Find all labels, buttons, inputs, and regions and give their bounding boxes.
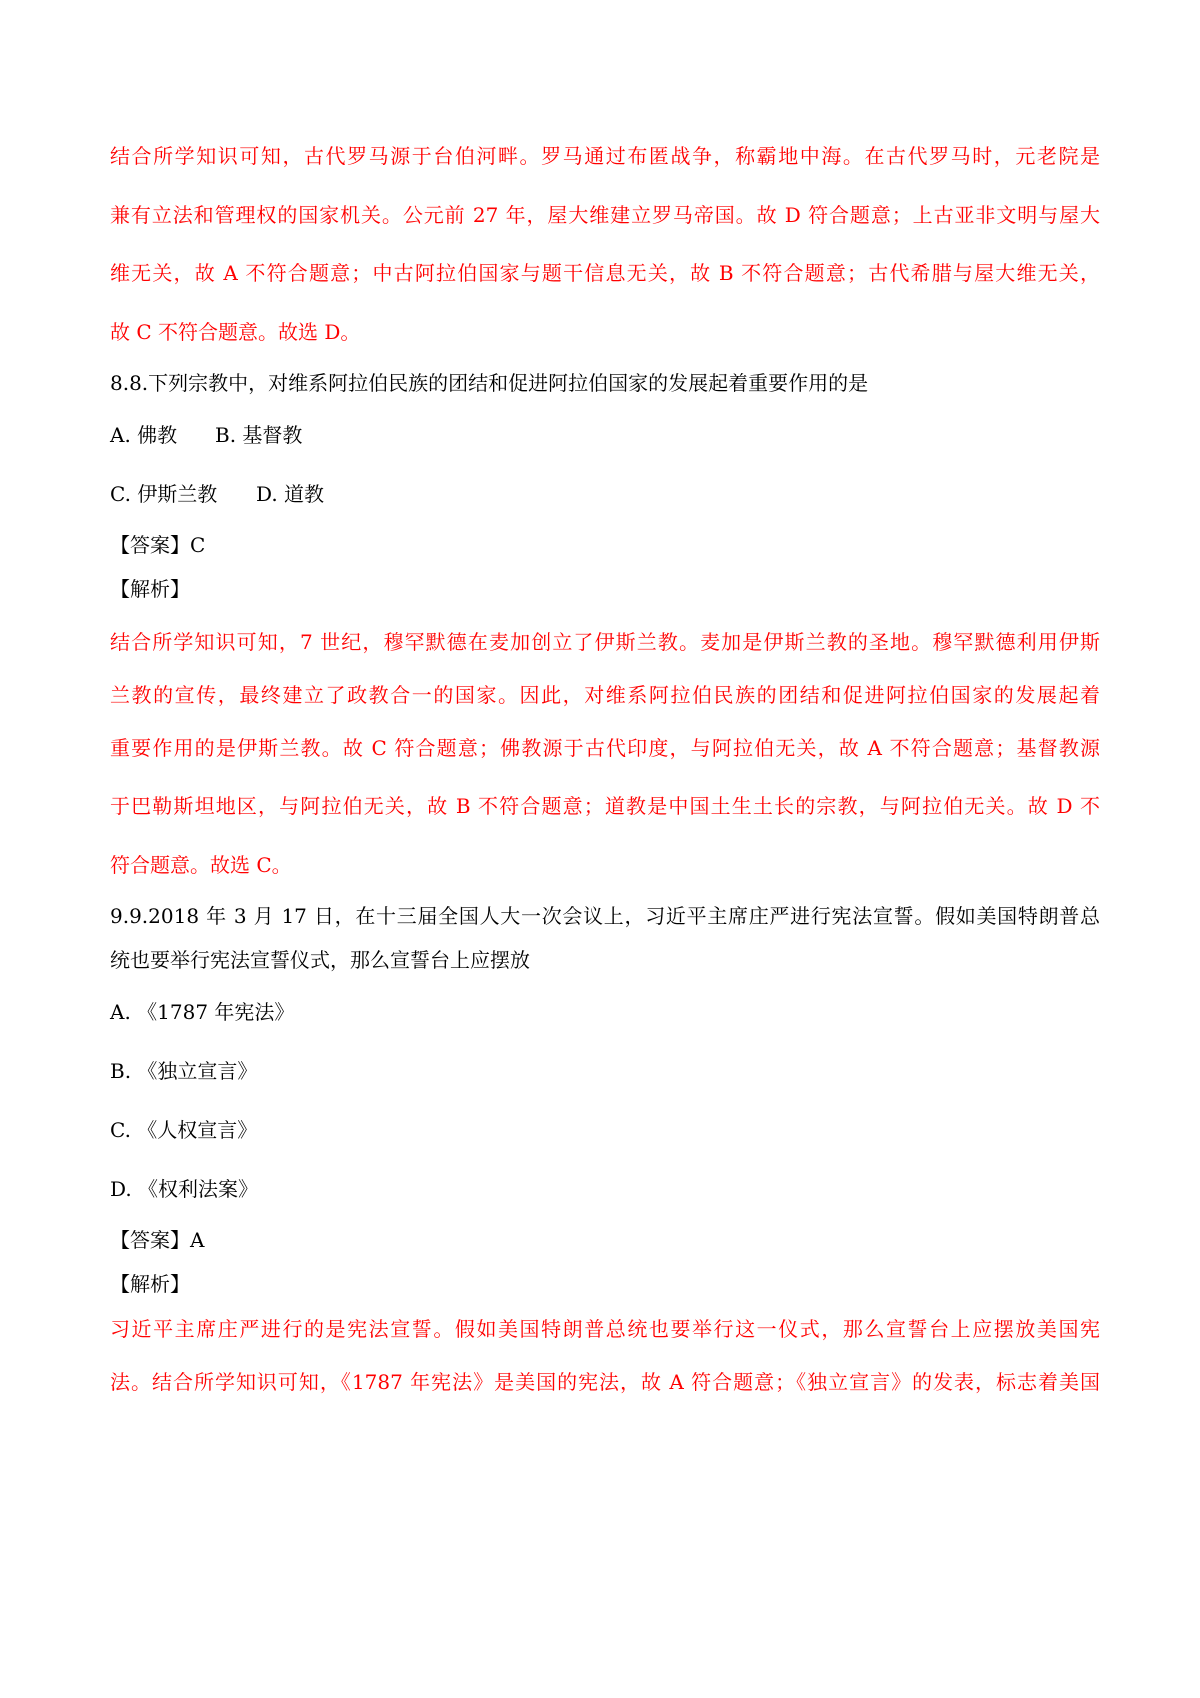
q9-option-c: C. 《人权宣言》 (110, 1118, 258, 1142)
q9-option-a: A. 《1787 年宪法》 (110, 1000, 295, 1024)
q9-question-line: 9.9.2018 年 3 月 17 日，在十三届全国人大一次会议上，习近平主席庄严进行宪法宣誓。假如美国特朗普总 (110, 904, 1100, 928)
q9-answer: 【答案】A (110, 1228, 205, 1252)
q7-analysis-line: 故 C 不符合题意。故选 D。 (110, 320, 361, 344)
q7-analysis-line: 兼有立法和管理权的国家机关。公元前 27 年，屋大维建立罗马帝国。故 D 符合题意；上古亚非文明与屋大 (110, 203, 1100, 227)
q8-analysis-line: 于巴勒斯坦地区，与阿拉伯无关，故 B 不符合题意；道教是中国土生土长的宗教，与阿拉伯无关。故 D 不 (110, 794, 1100, 818)
q9-option-d: D. 《权利法案》 (110, 1177, 259, 1201)
q9-question-line: 统也要举行宪法宣誓仪式，那么宣誓台上应摆放 (110, 948, 530, 972)
q7-analysis-line: 结合所学知识可知，古代罗马源于台伯河畔。罗马通过布匿战争，称霸地中海。在古代罗马时，元老院是 (110, 144, 1100, 168)
q9-analysis-label: 【解析】 (110, 1272, 190, 1296)
q8-option-d: D. 道教 (256, 482, 325, 506)
q8-options-row-2 (110, 480, 1100, 508)
q8-analysis-line: 兰教的宣传，最终建立了政教合一的国家。因此，对维系阿拉伯民族的团结和促进阿拉伯国家的发展起着 (110, 683, 1100, 707)
q8-analysis-label: 【解析】 (110, 577, 190, 601)
q8-analysis-line: 符合题意。故选 C。 (110, 853, 292, 877)
q9-option-b: B. 《独立宣言》 (110, 1059, 258, 1083)
q8-option-a: A. 佛教 (110, 423, 178, 447)
q9-analysis-line: 法。结合所学知识可知，《1787 年宪法》是美国的宪法，故 A 符合题意；《独立宣言》的发表，标志着美国 (110, 1370, 1100, 1394)
q8-option-b: B. 基督教 (215, 423, 303, 447)
q8-analysis-line: 重要作用的是伊斯兰教。故 C 符合题意；佛教源于古代印度，与阿拉伯无关，故 A 不符合题意；基督教源 (110, 736, 1100, 760)
q8-option-c: C. 伊斯兰教 (110, 482, 218, 506)
q7-analysis-line: 维无关，故 A 不符合题意；中古阿拉伯国家与题干信息无关，故 B 不符合题意；古代希腊与屋大维无关， (110, 261, 1100, 285)
q8-question: 8.8.下列宗教中，对维系阿拉伯民族的团结和促进阿拉伯国家的发展起着重要作用的是 (110, 371, 869, 395)
q8-answer: 【答案】C (110, 533, 206, 557)
q9-analysis-line: 习近平主席庄严进行的是宪法宣誓。假如美国特朗普总统也要举行这一仪式，那么宣誓台上应摆放美国宪 (110, 1317, 1100, 1341)
q8-analysis-line: 结合所学知识可知，7 世纪，穆罕默德在麦加创立了伊斯兰教。麦加是伊斯兰教的圣地。穆罕默德利用伊斯 (110, 630, 1100, 654)
q8-options-row-1 (110, 421, 1100, 449)
